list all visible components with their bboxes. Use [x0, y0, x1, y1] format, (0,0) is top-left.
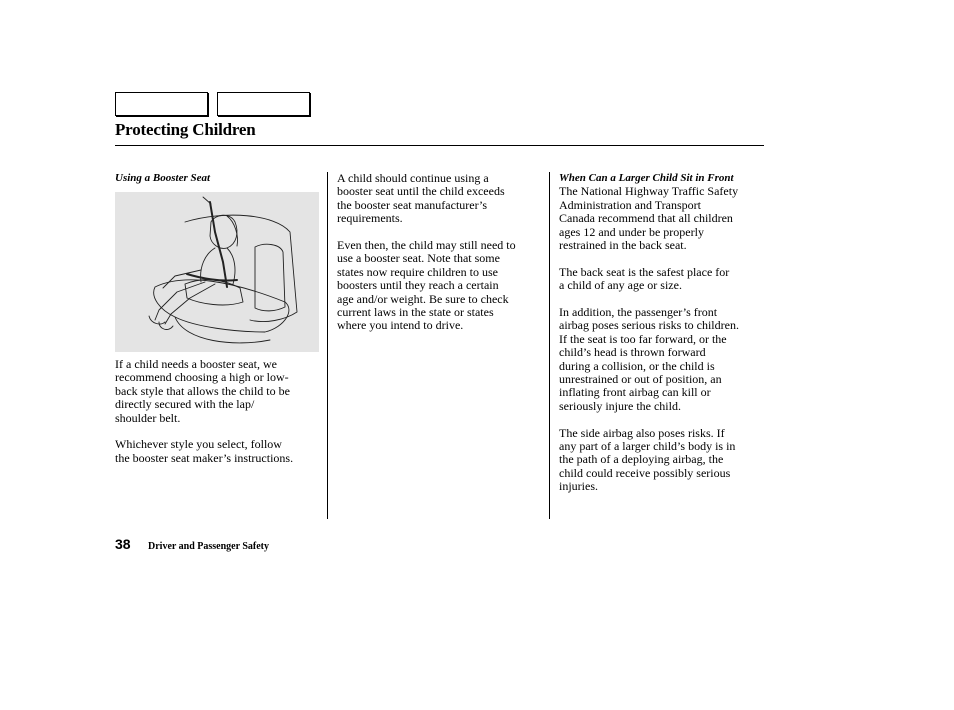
column-1-body — [115, 358, 327, 479]
paragraph: Whichever style you select, follow the booster seat maker’s instructions. — [115, 437, 294, 465]
nav-tab-box-1[interactable] — [115, 92, 208, 116]
booster-seat-illustration — [115, 192, 319, 352]
paragraph: In addition, the passenger’s front airbag poses serious risks to children. If the seat is too far forward, or the child’s head is thrown forward during a collision, or the child is unrestrained or out of position, an inflating front airbag can kill or seriously injure the child. — [559, 305, 739, 413]
section-heading-larger-child-front: When Can a Larger Child Sit in Front — [559, 172, 734, 184]
column-3 — [559, 172, 769, 507]
page-title: Protecting Children — [115, 120, 256, 139]
column-divider-1 — [327, 172, 328, 519]
paragraph: The side airbag also poses risks. If any part of a larger child’s body is in the path of a deploying airbag, the child could receive possibly serious injuries. — [559, 425, 736, 494]
footer-section-name: Driver and Passenger Safety — [148, 541, 270, 552]
title-divider — [115, 145, 764, 146]
paragraph: If a child needs a booster seat, we recommend choosing a high or low- back style that allows the child to be directly secured with the lap/ shoulder belt. — [115, 357, 290, 425]
column-2 — [337, 172, 547, 346]
column-divider-2 — [549, 172, 550, 519]
section-heading-booster-seat: Using a Booster Seat — [115, 172, 211, 184]
paragraph: A child should continue using a booster seat until the child exceeds the booster seat manufacturer’s requirements. — [337, 171, 505, 226]
paragraph: The back seat is the safest place for a child of any age or size. — [559, 264, 730, 293]
nav-tab-box-2[interactable] — [217, 92, 310, 116]
page-number: 38 — [115, 536, 131, 552]
paragraph: The National Highway Traffic Safety Administration and Transport Canada recommend that all children ages 12 and under be properly restrained in the back seat. — [559, 184, 739, 253]
column-1 — [115, 172, 325, 185]
paragraph: Even then, the child may still need to use a booster seat. Note that some states now require children to use boosters until they reach a certain age and/or weight. Be sure to check current laws in the state or states where you intend to drive. — [337, 238, 516, 333]
